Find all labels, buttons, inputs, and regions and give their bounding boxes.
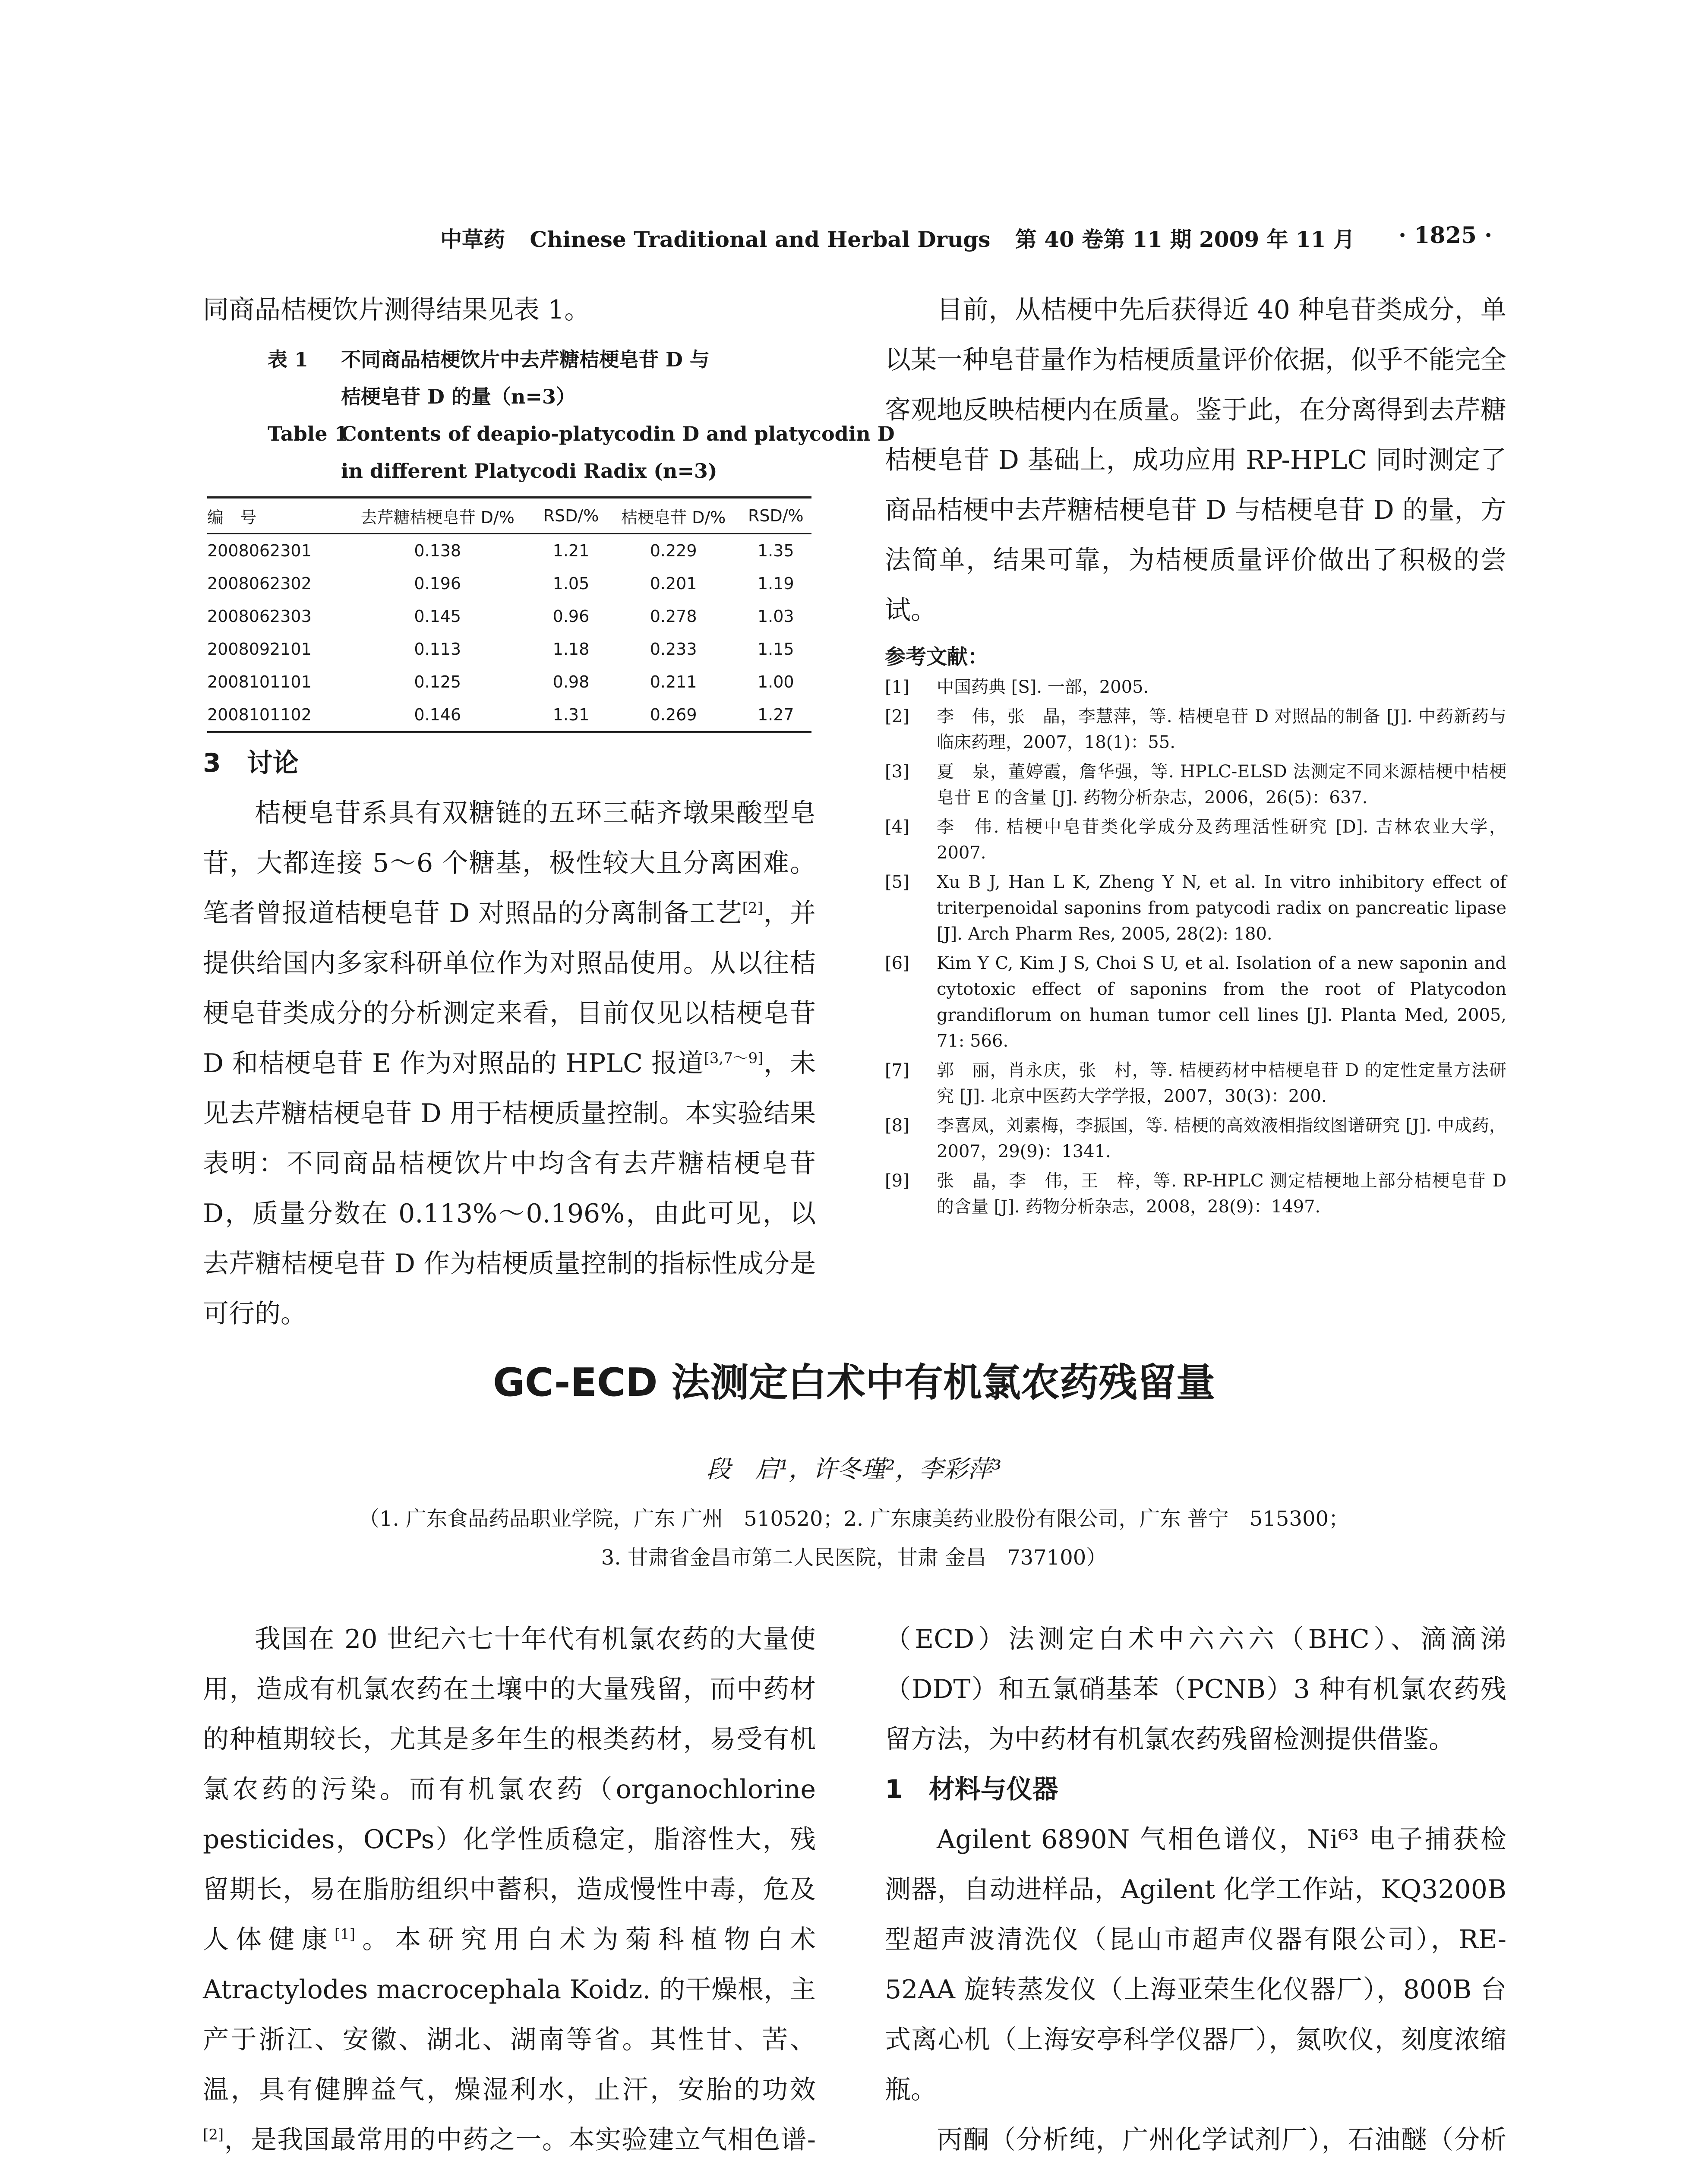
intro-line: 同商品桔梗饮片测得结果见表 1。 bbox=[203, 295, 590, 325]
citation: [2] bbox=[742, 899, 763, 917]
reference-number: [9] bbox=[885, 1171, 909, 1191]
article-right-paragraph-2: Agilent 6890N 气相色谱仪，Ni⁶³ 电子捕获检测器，自动进样品，Agilent 化学工作站，KQ3200B 型超声波清洗仪（昆山市超声仪器有限公司），RE-52AA 旋转蒸发仪（上海亚荣生化仪器厂），800B 台式离心机（上海安亭科学仪器厂），氮吹仪，刻度浓缩瓶。 bbox=[885, 1824, 1506, 2105]
left-top-column bbox=[203, 285, 816, 335]
table-header-row bbox=[207, 498, 811, 534]
section-3-heading: 3 讨论 bbox=[203, 748, 299, 778]
article-right-paragraph-3: 丙酮（分析纯，广州化学试剂厂），石油醚（分析 bbox=[937, 2125, 1506, 2155]
reference-item bbox=[885, 1168, 1506, 1220]
reference-number: [5] bbox=[885, 872, 909, 892]
table-cell: 2008101101 bbox=[207, 672, 312, 691]
reference-number: [4] bbox=[885, 817, 909, 837]
data-table-wrap bbox=[207, 496, 811, 733]
reference-item bbox=[885, 1057, 1506, 1109]
article-intro-paragraph: 我国在 20 世纪六七十年代有机氯农药的大量使用，造成有机氯农药在土壤中的大量残留，而中药材的种植期较长，尤其是多年生的根类药材，易受有机氯农药的污染。而有机氯农药（organochlorine pesticides，OCPs）化学性质稳定，脂溶性大，残留期长，易在脂肪组织中蓄积，造成慢性中毒，危及人体健康[1]。本研究用白术为菊科植物白术 Atractylodes macrocephala Koidz. 的干燥根，主产于浙江、安徽、湖北、湖南等省。其性甘、苦、温，具有健脾益气，燥湿利水，止汗，安胎的功效[2]，是我国最常用的中药之一。本实验建立气相色谱- bbox=[203, 1624, 816, 2155]
table-caption bbox=[268, 341, 895, 489]
table-cell: 0.211 bbox=[650, 672, 697, 691]
table-cell: 1.21 bbox=[552, 541, 590, 560]
discussion-section bbox=[203, 738, 816, 1339]
table-cell: 0.113 bbox=[414, 640, 461, 659]
data-table bbox=[207, 496, 811, 733]
table-row bbox=[207, 567, 811, 600]
article-left-column bbox=[203, 1614, 816, 2158]
reference-item bbox=[885, 1113, 1506, 1164]
table-cell: 1.31 bbox=[535, 698, 606, 732]
issue-info: 第 40 卷第 11 期 2009 年 11 月 bbox=[1015, 227, 1355, 252]
table-cell: 0.96 bbox=[552, 607, 590, 626]
references-heading: 参考文献： bbox=[885, 645, 989, 669]
table-cell: 0.278 bbox=[650, 607, 697, 626]
reference-item bbox=[885, 759, 1506, 811]
table-header-cell: 编 号 bbox=[207, 498, 340, 534]
table-cell: 0.98 bbox=[552, 672, 590, 691]
reference-text: 郭 丽，肖永庆，张 村，等. 桔梗药材中桔梗皂苷 D 的定性定量方法研究 [J]. 北京中医药大学学报，2007，30(3)：200. bbox=[937, 1060, 1506, 1106]
table-cell: 0.196 bbox=[414, 574, 461, 593]
citation: [1] bbox=[334, 1926, 356, 1943]
table-header-cell: RSD/% bbox=[740, 498, 811, 534]
table-cell: 0.201 bbox=[650, 574, 697, 593]
reference-item bbox=[885, 869, 1506, 947]
table-header-cell: 去芹糖桔梗皂苷 D/% bbox=[340, 498, 535, 534]
citation: [3,7～9] bbox=[704, 1050, 764, 1067]
table-header-cell: RSD/% bbox=[535, 498, 606, 534]
table-row bbox=[207, 698, 811, 732]
right-top-column bbox=[885, 285, 1506, 1223]
table-cell: 1.18 bbox=[552, 640, 590, 659]
table-cell: 0.138 bbox=[414, 541, 461, 560]
reference-text: 李喜凤，刘素梅，李振国，等. 桔梗的高效液相指纹图谱研究 [J]. 中成药，2007，29(9)：1341. bbox=[937, 1116, 1506, 1161]
reference-number: [6] bbox=[885, 953, 909, 973]
table-cell: 0.145 bbox=[414, 607, 461, 626]
reference-number: [1] bbox=[885, 677, 909, 697]
reference-text: 张 晶，李 伟，王 梓，等. RP-HPLC 测定桔梗地上部分桔梗皂苷 D 的含量 [J]. 药物分析杂志，2008，28(9)：1497. bbox=[937, 1171, 1506, 1217]
table-caption-cn-2: 桔梗皂苷 D 的量（n=3） bbox=[341, 385, 576, 408]
table-cell: 2008062302 bbox=[207, 574, 312, 593]
table-cell: 1.05 bbox=[552, 574, 590, 593]
reference-item bbox=[885, 704, 1506, 755]
reference-number: [8] bbox=[885, 1116, 909, 1136]
reference-number: [7] bbox=[885, 1060, 909, 1080]
article-right-column bbox=[885, 1614, 1506, 2158]
table-row bbox=[207, 600, 811, 633]
table-cell: 1.00 bbox=[758, 672, 794, 691]
table-cell: 2008062301 bbox=[207, 541, 312, 560]
article-authors: 段 启¹，许冬瑾²，李彩萍³ bbox=[706, 1455, 1002, 1483]
table-cell: 0.229 bbox=[650, 541, 697, 560]
table-cell: 2008092101 bbox=[207, 640, 312, 659]
reference-text: Xu B J, Han L K, Zheng Y N, et al. In vitro inhibitory effect of triterpenoidal saponins from patycodi radix on pancreatic lipase [J]. Arch Pharm Res, 2005, 28(2): 180. bbox=[937, 872, 1506, 944]
table-cell: 1.27 bbox=[740, 698, 811, 732]
table-cell: 2008101102 bbox=[207, 698, 340, 732]
table-caption-cn: 表 1 不同商品桔梗饮片中去芹糖桔梗皂苷 D 与 bbox=[268, 348, 710, 371]
reference-text: Kim Y C, Kim J S, Choi S U, et al. Isolation of a new saponin and cytotoxic effect of saponins from the root of Platycodon grandiflorum on human tumor cell lines [J]. Planta Med, 2005, 71: 566. bbox=[937, 953, 1506, 1051]
reference-list bbox=[885, 674, 1506, 1220]
section-1-heading: 1 材料与仪器 bbox=[885, 1774, 1058, 1805]
reference-number: [2] bbox=[885, 707, 909, 726]
right-paragraph: 目前，从桔梗中先后获得近 40 种皂苷类成分，单以某一种皂苷量作为桔梗质量评价依据，似乎不能完全客观地反映桔梗内在质量。鉴于此，在分离得到去芹糖桔梗皂苷 D 基础上，成功应用 RP-HPLC 同时测定了商品桔梗中去芹糖桔梗皂苷 D 与桔梗皂苷 D 的量，方法简单，结果可靠，为桔梗质量评价做出了积极的尝试。 bbox=[885, 295, 1506, 625]
table-row bbox=[207, 534, 811, 568]
reference-text: 中国药典 [S]. 一部，2005. bbox=[937, 677, 1149, 697]
reference-number: [3] bbox=[885, 762, 909, 782]
table-cell: 1.03 bbox=[758, 607, 794, 626]
reference-text: 李 伟. 桔梗中皂苷类化学成分及药理活性研究 [D]. 吉林农业大学，2007. bbox=[937, 817, 1506, 863]
table-body bbox=[207, 534, 811, 732]
table-caption-en: Table 1Contents of deapio-platycodin D and platycodin D bbox=[268, 422, 895, 445]
table-row bbox=[207, 666, 811, 698]
page-number: · 1825 · bbox=[1399, 222, 1493, 249]
reference-item bbox=[885, 950, 1506, 1054]
table-cell: 0.125 bbox=[414, 672, 461, 691]
article-right-paragraph-1: （ECD）法测定白术中六六六（BHC）、滴滴涕（DDT）和五氯硝基苯（PCNB）3 种有机氯农药残留方法，为中药材有机氯农药残留检测提供借鉴。 bbox=[885, 1624, 1506, 1754]
reference-text: 李 伟，张 晶，李慧萍，等. 桔梗皂苷 D 对照品的制备 [J]. 中药新药与临床药理，2007，18(1)：55. bbox=[937, 707, 1506, 752]
table-row bbox=[207, 633, 811, 666]
table-caption-en-2: in different Platycodi Radix (n=3) bbox=[341, 459, 717, 483]
table-cell: 1.19 bbox=[758, 574, 794, 593]
reference-item bbox=[885, 674, 1506, 700]
citation: [2] bbox=[203, 2126, 224, 2143]
affiliation-line-1: （1. 广东食品药品职业学院，广东 广州 510520；2. 广东康美药业股份有限公司，广东 普宁 515300； bbox=[358, 1507, 1350, 1531]
affiliation-line-2: 3. 甘肃省金昌市第二人民医院，甘肃 金昌 737100） bbox=[601, 1546, 1107, 1570]
reference-item bbox=[885, 814, 1506, 866]
journal-name-en: Chinese Traditional and Herbal Drugs bbox=[530, 227, 991, 252]
table-cell: 0.233 bbox=[650, 640, 697, 659]
table-cell: 0.146 bbox=[340, 698, 535, 732]
table-cell: 0.269 bbox=[607, 698, 740, 732]
journal-name-cn: 中草药 bbox=[440, 227, 505, 252]
table-cell: 1.15 bbox=[758, 640, 794, 659]
running-header bbox=[440, 222, 1506, 253]
table-cell: 2008062303 bbox=[207, 607, 312, 626]
reference-text: 夏 泉，董婷霞，詹华强，等. HPLC-ELSD 法测定不同来源桔梗中桔梗皂苷 E 的含量 [J]. 药物分析杂志，2006，26(5)：637. bbox=[937, 762, 1506, 808]
table-cell: 1.35 bbox=[758, 541, 794, 560]
article-title: GC-ECD 法测定白术中有机氯农药残留量 bbox=[493, 1360, 1215, 1405]
discussion-paragraph: 桔梗皂苷系具有双糖链的五环三萜齐墩果酸型皂苷，大都连接 5～6 个糖基，极性较大且分离困难。笔者曾报道桔梗皂苷 D 对照品的分离制备工艺[2]，并提供给国内多家科研单位作为对照品使用。从以往桔梗皂苷类成分的分析测定来看，目前仅见以桔梗皂苷 D 和桔梗皂苷 E 作为对照品的 HPLC 报道[3,7～9]，未见去芹糖桔梗皂苷 D 用于桔梗质量控制。本实验结果表明：不同商品桔梗饮片中均含有去芹糖桔梗皂苷 D，质量分数在 0.113%～0.196%，由此可见，以去芹糖桔梗皂苷 D 作为桔梗质量控制的指标性成分是可行的。 bbox=[203, 798, 816, 1329]
table-header-cell: 桔梗皂苷 D/% bbox=[607, 498, 740, 534]
